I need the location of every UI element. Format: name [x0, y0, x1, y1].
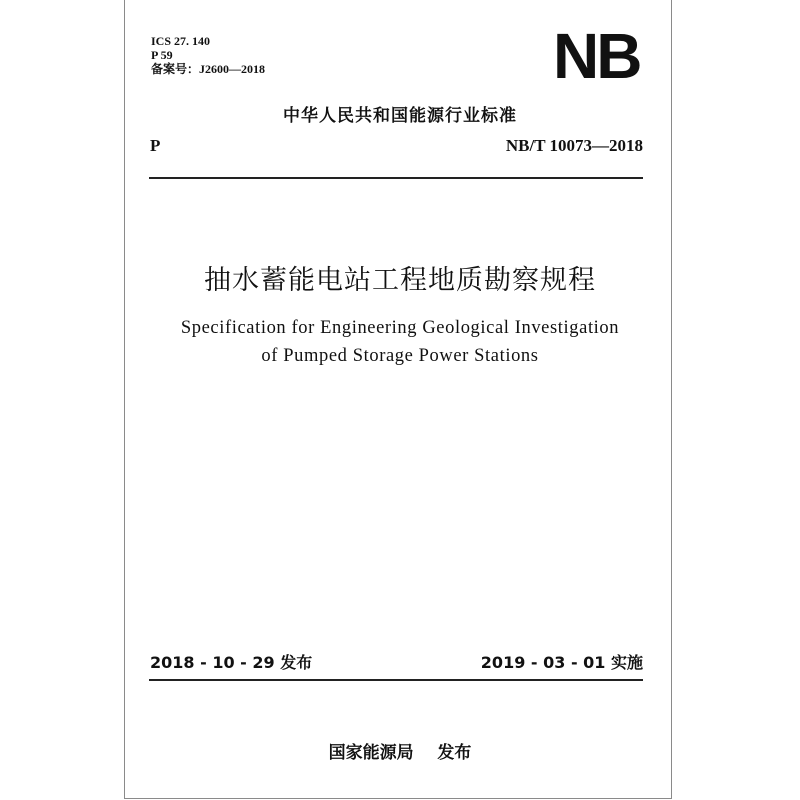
standard-number: NB/T 10073—2018 [505, 136, 643, 155]
ics-code: ICS 27. 140 [151, 34, 211, 48]
ccs-code: P 59 [151, 48, 173, 62]
issue-date: 2018 - 10 - 29 发布 [150, 653, 313, 672]
title-en-line-2: of Pumped Storage Power Stations [261, 346, 539, 366]
title-en-line-1: Specification for Engineering Geological Investigation [180, 318, 620, 338]
publisher-line: 国家能源局 发布 [328, 743, 472, 763]
implementation-date: 2019 - 03 - 01 实施 [480, 653, 643, 672]
classification-code: P [150, 136, 161, 155]
top-divider [149, 177, 643, 179]
record-number: 备案号：J2600—2018 [151, 62, 266, 76]
document-title-english [0, 314, 800, 370]
nb-logo: NB [553, 20, 640, 92]
bottom-divider [149, 679, 643, 681]
document-title-chinese: 抽水蓄能电站工程地质勘察规程 [204, 265, 596, 296]
standard-type-heading: 中华人民共和国能源行业标准 [283, 106, 517, 126]
metadata-block [151, 34, 265, 76]
